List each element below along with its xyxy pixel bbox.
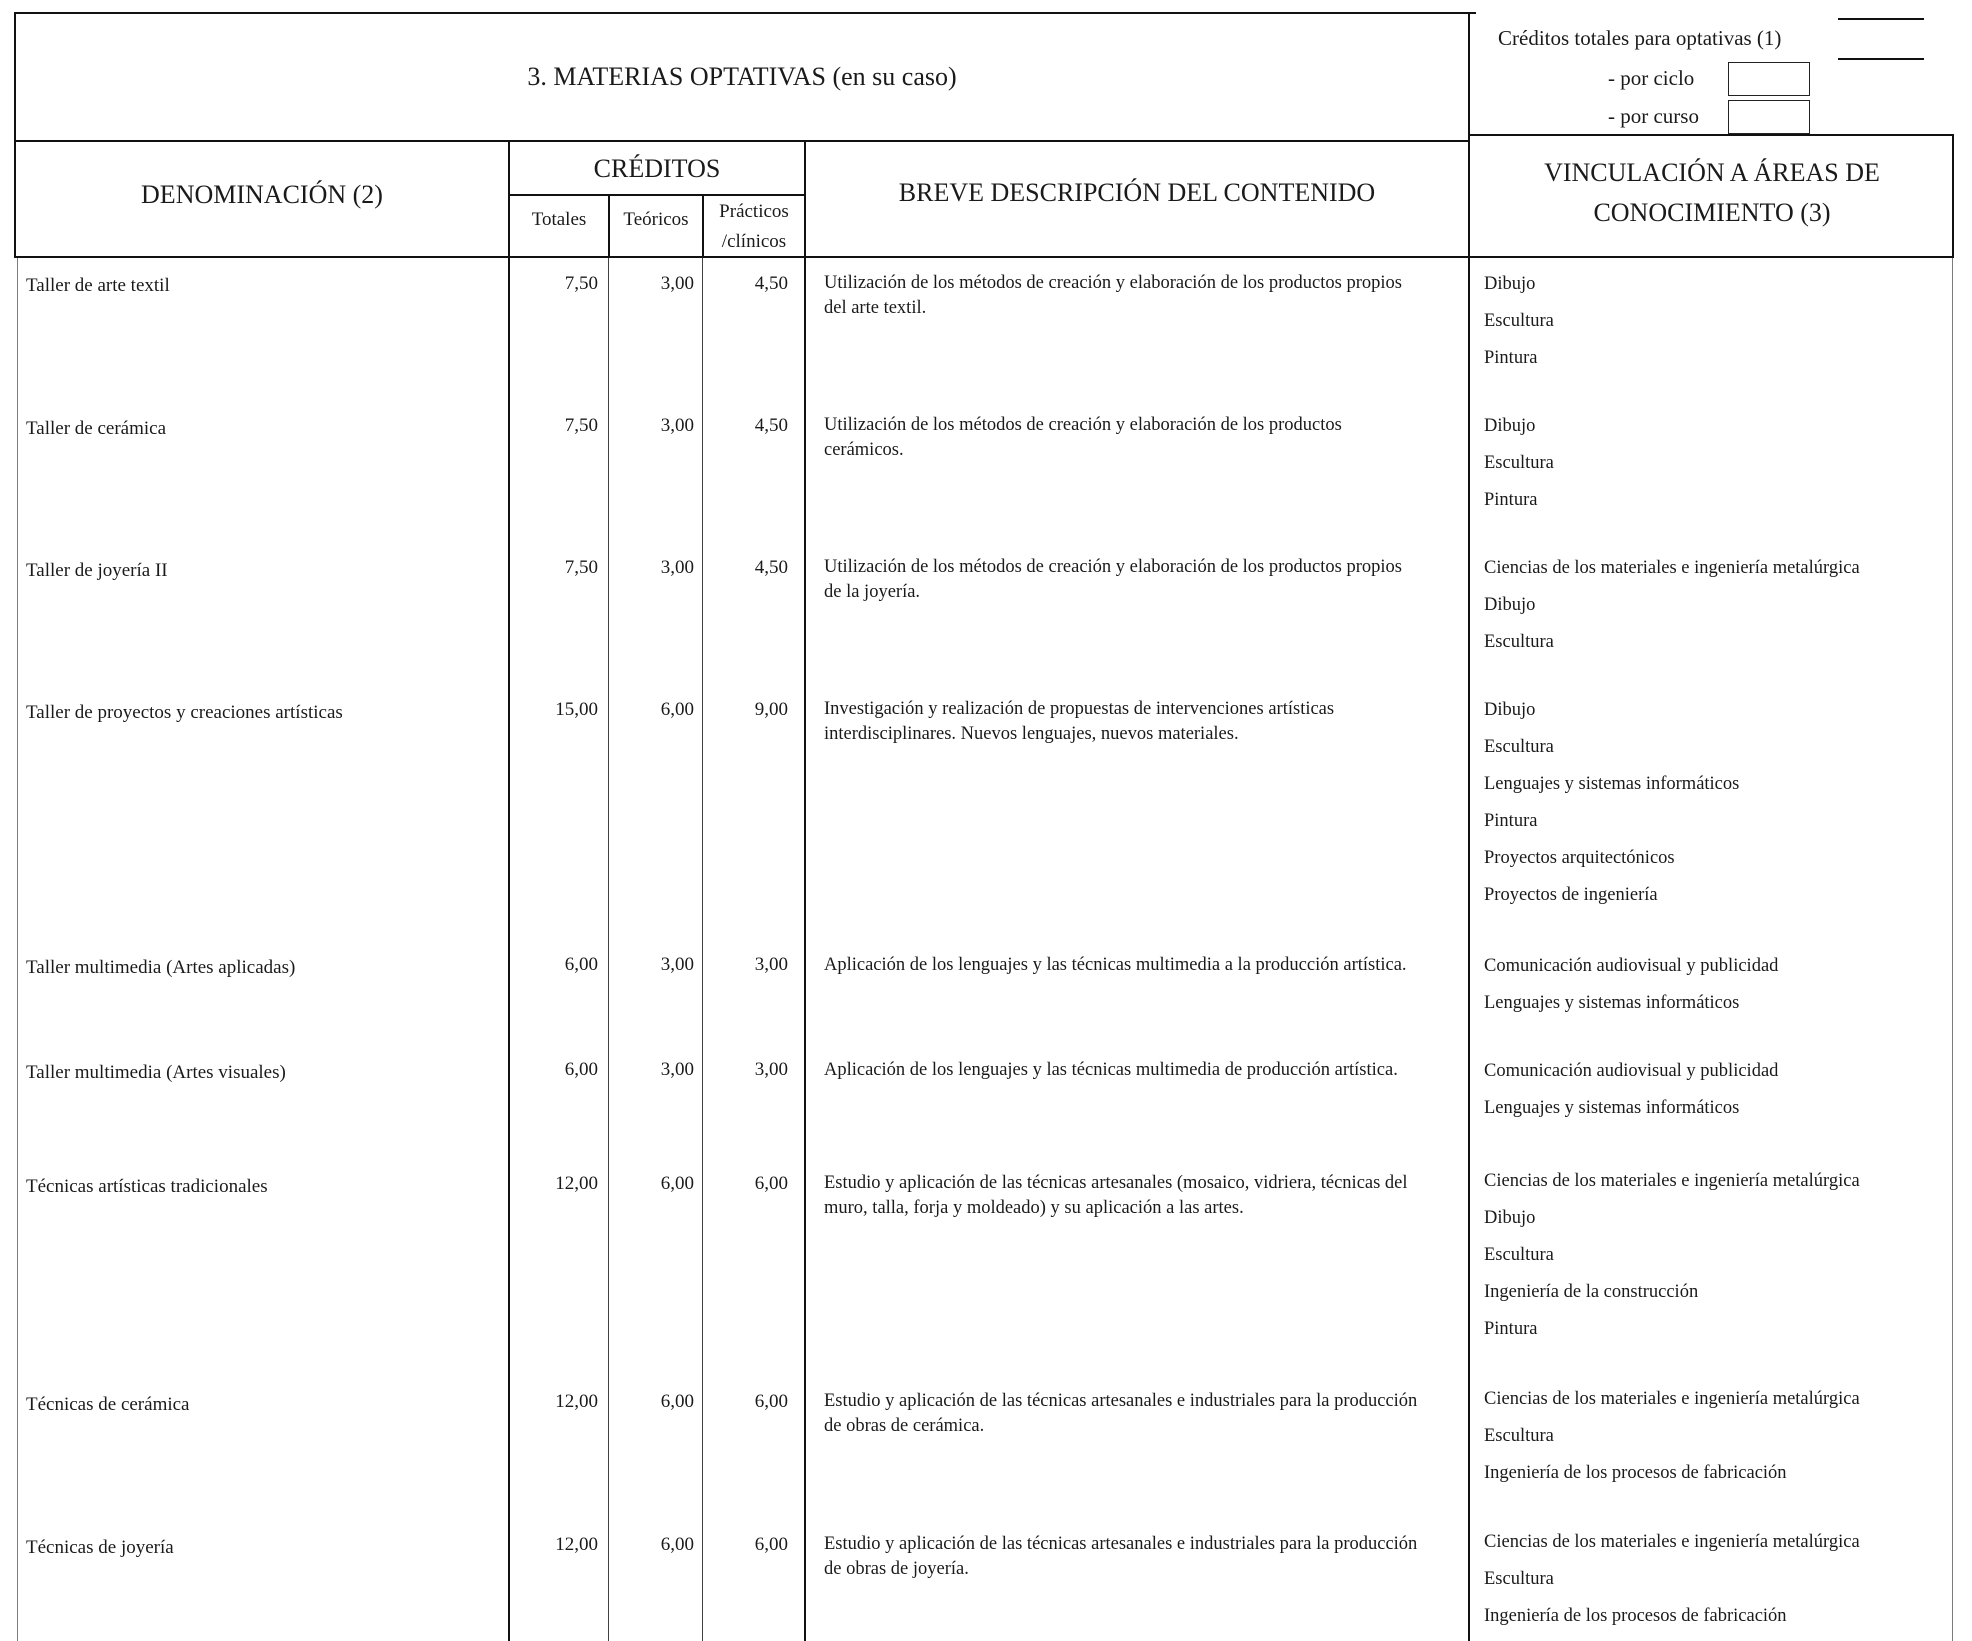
knowledge-areas (1484, 953, 1924, 1027)
credits-totales: 12,00 (555, 1173, 598, 1194)
subject-description: Estudio y aplicación de las técnicas artesanales (mosaico, vidriera, técnicas del muro, talla, forja y moldeado) y su aplicación a las artes. (824, 1173, 1408, 1218)
per-course-field (1728, 100, 1810, 134)
subject-description: Utilización de los métodos de creación y elaboración de los productos propios de la joyería. (824, 557, 1402, 602)
body-col-divider-name (508, 258, 510, 1641)
subject-description: Aplicación de los lenguajes y las técnicas multimedia a la producción artística. (824, 955, 1407, 975)
subject-name: Taller de joyería II (26, 560, 168, 581)
column-header-denominacion: DENOMINACIÓN (2) (141, 180, 383, 209)
area-item: Proyectos de ingeniería (1484, 885, 1658, 905)
knowledge-areas (1484, 413, 1924, 524)
area-item: Dibujo (1484, 700, 1536, 720)
credits-teoricos: 3,00 (660, 415, 694, 436)
credits-totales: 12,00 (555, 1391, 598, 1412)
subject-name: Técnicas de cerámica (26, 1394, 190, 1415)
area-item: Ingeniería de los procesos de fabricación (1484, 1606, 1787, 1626)
knowledge-areas (1484, 1058, 1924, 1132)
header-bottom-border (14, 256, 1954, 258)
credits-practicos: 6,00 (754, 1391, 788, 1412)
credits-practicos: 4,50 (754, 557, 788, 578)
credits-teoricos: 6,00 (660, 1173, 694, 1194)
area-item: Pintura (1484, 811, 1538, 831)
credits-totales: 7,50 (564, 273, 598, 294)
subject-name: Taller de cerámica (26, 418, 167, 439)
area-item: Lenguajes y sistemas informáticos (1484, 774, 1740, 794)
area-item: Escultura (1484, 311, 1554, 331)
area-item: Dibujo (1484, 1208, 1536, 1228)
header-left-border (14, 12, 16, 256)
area-item: Comunicación audiovisual y publicidad (1484, 1061, 1779, 1081)
column-header-clinicos: /clínicos (721, 231, 787, 252)
per-course-label: - por curso (1608, 104, 1699, 128)
credits-teoricos: 3,00 (660, 954, 694, 975)
credits-practicos: 3,00 (754, 954, 788, 975)
title-bottom-border (14, 140, 1470, 142)
body-left-border (17, 258, 18, 1641)
subject-name: Taller multimedia (Artes aplicadas) (26, 957, 296, 978)
column-header-teoricos: Teóricos (623, 209, 689, 230)
subject-description: Utilización de los métodos de creación y elaboración de los productos cerámicos. (824, 415, 1342, 460)
area-item: Pintura (1484, 490, 1538, 510)
area-item: Escultura (1484, 453, 1554, 473)
subject-name: Técnicas de joyería (26, 1537, 174, 1558)
area-item: Ciencias de los materiales e ingeniería metalúrgica (1484, 558, 1860, 578)
credits-teoricos: 6,00 (660, 699, 694, 720)
subject-name: Taller de arte textil (26, 275, 170, 296)
knowledge-areas (1484, 697, 1924, 919)
body-col-divider-teoricos (702, 258, 703, 1641)
area-item: Ingeniería de la construcción (1484, 1282, 1699, 1302)
area-item: Escultura (1484, 1426, 1554, 1446)
credits-totales: 15,00 (555, 699, 598, 720)
subject-description: Investigación y realización de propuestas de intervenciones artísticas interdisciplinares. Nuevos lenguajes, nuevos materiales. (824, 699, 1335, 744)
subject-description: Aplicación de los lenguajes y las técnicas multimedia de producción artística. (824, 1060, 1398, 1080)
area-item: Ciencias de los materiales e ingeniería metalúrgica (1484, 1389, 1860, 1409)
credits-practicos: 6,00 (754, 1173, 788, 1194)
credits-teoricos: 3,00 (660, 557, 694, 578)
per-cycle-label: - por ciclo (1608, 66, 1695, 90)
area-item: Proyectos arquitectónicos (1484, 848, 1675, 868)
body-col-divider-totales (608, 258, 609, 1641)
area-item: Lenguajes y sistemas informáticos (1484, 1098, 1740, 1118)
credits-total-field-top (1838, 18, 1924, 20)
column-header-totales: Totales (531, 209, 587, 230)
area-item: Comunicación audiovisual y publicidad (1484, 956, 1779, 976)
subject-description: Utilización de los métodos de creación y elaboración de los productos propios del arte textil. (824, 273, 1402, 318)
subject-description: Estudio y aplicación de las técnicas artesanales e industriales para la producción de obras de joyería. (824, 1534, 1418, 1579)
credits-practicos: 4,50 (754, 273, 788, 294)
credits-total-label: Créditos totales para optativas (1) (1498, 26, 1782, 50)
header-top-border (14, 12, 1476, 14)
credits-practicos: 6,00 (754, 1534, 788, 1555)
subject-name: Técnicas artísticas tradicionales (26, 1176, 268, 1197)
knowledge-areas (1484, 1386, 1924, 1497)
subject-name: Taller de proyectos y creaciones artísticas (26, 702, 343, 723)
credits-totales: 6,00 (564, 954, 598, 975)
column-header-vinculacion-2: CONOCIMIENTO (3) (1593, 198, 1831, 227)
credits-total-field-underline (1838, 58, 1924, 60)
column-header-descripcion: BREVE DESCRIPCIÓN DEL CONTENIDO (898, 178, 1376, 207)
area-item: Ciencias de los materiales e ingeniería metalúrgica (1484, 1532, 1860, 1552)
credits-practicos: 4,50 (754, 415, 788, 436)
credits-totales: 7,50 (564, 415, 598, 436)
area-item: Ingeniería de los procesos de fabricación (1484, 1463, 1787, 1483)
credits-sub-divider (508, 194, 806, 196)
credits-totales: 12,00 (555, 1534, 598, 1555)
credits-teoricos: 6,00 (660, 1534, 694, 1555)
area-item: Dibujo (1484, 416, 1536, 436)
subject-name: Taller multimedia (Artes visuales) (26, 1062, 286, 1083)
credits-teoricos: 3,00 (660, 273, 694, 294)
column-header-vinculacion-1: VINCULACIÓN A ÁREAS DE (1544, 158, 1880, 187)
body-right-border (1952, 258, 1953, 1641)
area-item: Dibujo (1484, 595, 1536, 615)
section-title: 3. MATERIAS OPTATIVAS (en su caso) (527, 62, 957, 91)
area-item: Pintura (1484, 348, 1538, 368)
knowledge-areas (1484, 1529, 1924, 1640)
area-item: Dibujo (1484, 274, 1536, 294)
credits-practicos: 9,00 (754, 699, 788, 720)
credits-practicos: 3,00 (754, 1059, 788, 1080)
credits-box-bottom-border (1468, 134, 1954, 136)
area-item: Escultura (1484, 632, 1554, 652)
area-item: Escultura (1484, 737, 1554, 757)
body-col-divider-practicos (804, 258, 806, 1641)
area-item: Escultura (1484, 1569, 1554, 1589)
column-header-practicos: Prácticos (719, 201, 789, 222)
area-item: Pintura (1484, 1319, 1538, 1339)
knowledge-areas (1484, 1168, 1924, 1353)
area-item: Ciencias de los materiales e ingeniería metalúrgica (1484, 1171, 1860, 1191)
per-cycle-field (1728, 62, 1810, 96)
credits-totales: 7,50 (564, 557, 598, 578)
credits-totales: 6,00 (564, 1059, 598, 1080)
credits-teoricos: 3,00 (660, 1059, 694, 1080)
subject-description: Estudio y aplicación de las técnicas artesanales e industriales para la producción de obras de cerámica. (824, 1391, 1418, 1436)
area-item: Lenguajes y sistemas informáticos (1484, 993, 1740, 1013)
knowledge-areas (1484, 271, 1924, 382)
column-header-creditos: CRÉDITOS (593, 154, 721, 183)
knowledge-areas (1484, 555, 1924, 666)
credits-teoricos: 6,00 (660, 1391, 694, 1412)
area-item: Escultura (1484, 1245, 1554, 1265)
